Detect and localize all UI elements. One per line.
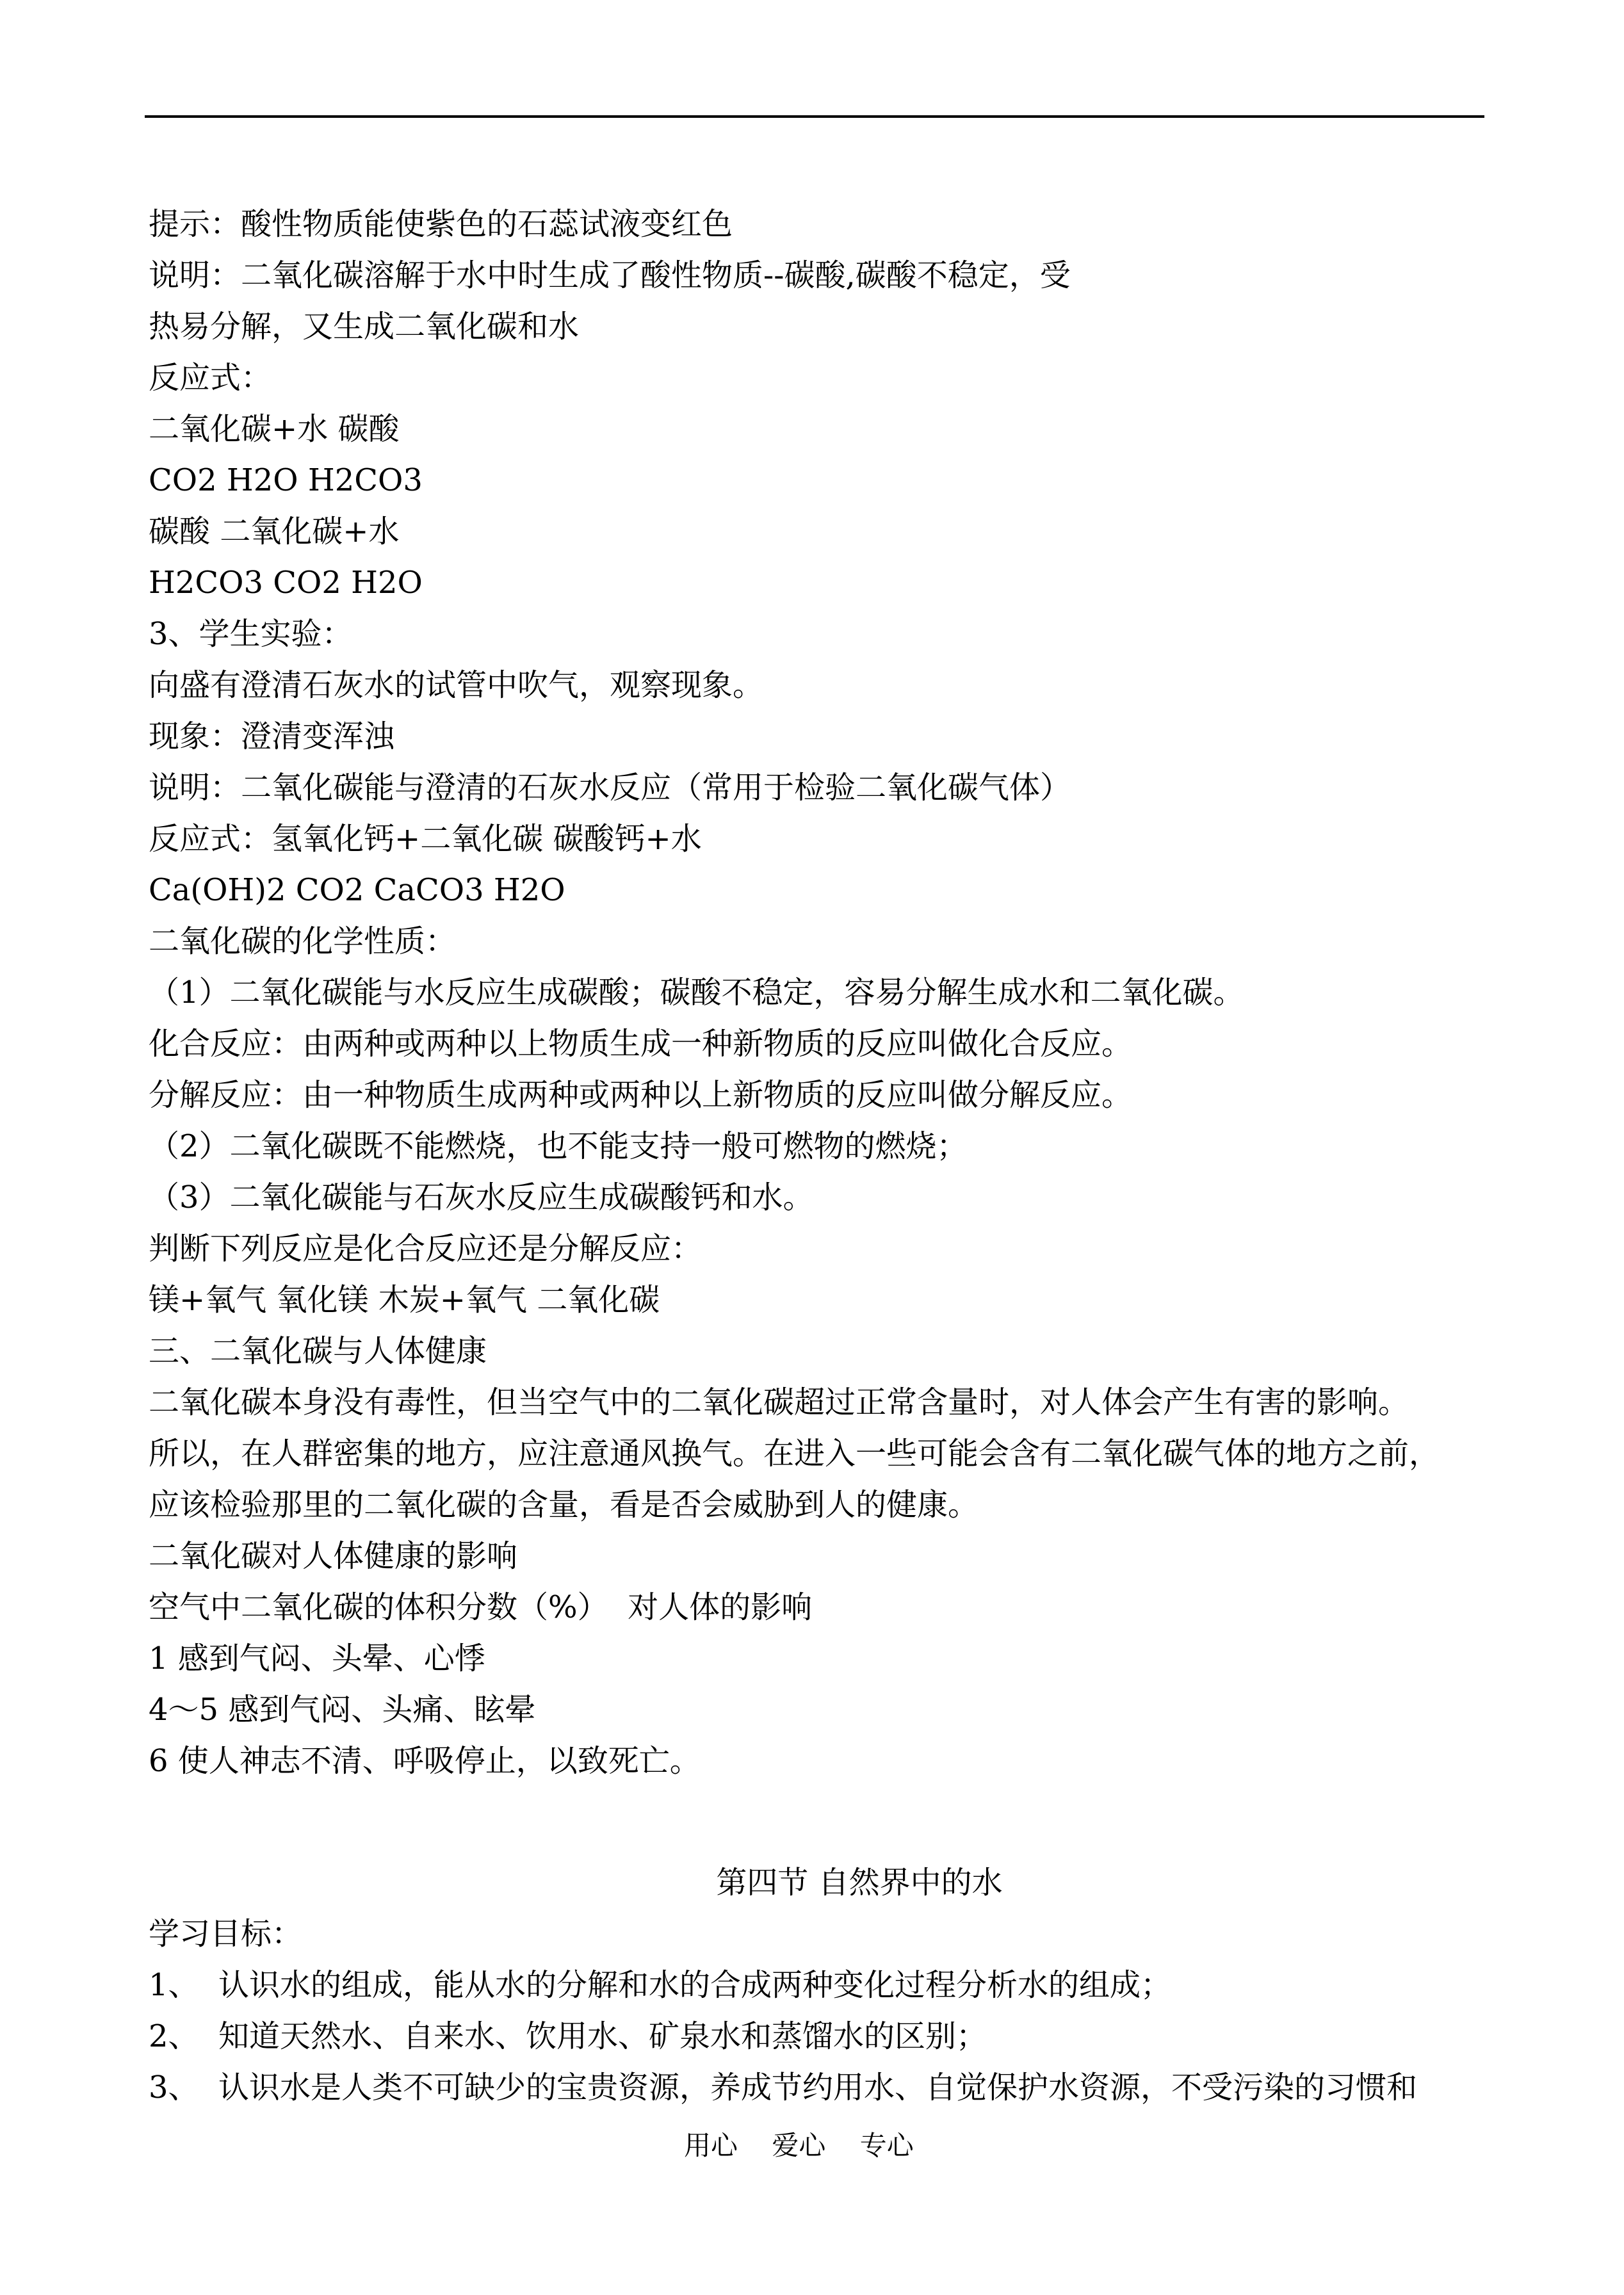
text-line: 3、学生实验：	[149, 616, 353, 652]
text-line: 碳酸 二氧化碳+水	[149, 514, 400, 549]
page-footer: 用心 爱心 专心	[684, 2130, 914, 2161]
text-line: 说明：二氧化碳溶解于水中时生成了酸性物质--碳酸,碳酸不稳定，受	[149, 257, 1071, 293]
text-line: 应该检验那里的二氧化碳的含量，看是否会威胁到人的健康。	[149, 1487, 979, 1523]
text-line: CO2 H2O H2CO3	[149, 462, 423, 498]
text-line: 分解反应：由一种物质生成两种或两种以上新物质的反应叫做分解反应。	[149, 1077, 1133, 1113]
text-line: （3）二氧化碳能与石灰水反应生成碳酸钙和水。	[149, 1180, 814, 1215]
text-line: 镁+氧气 氧化镁 木炭+氧气 二氧化碳	[149, 1282, 660, 1318]
text-line: 向盛有澄清石灰水的试管中吹气，观察现象。	[149, 667, 764, 703]
text-line: 反应式：氢氧化钙+二氧化碳 碳酸钙+水	[149, 821, 702, 857]
text-line: 3、 认识水是人类不可缺少的宝贵资源，养成节约用水、自觉保护水资源，不受污染的习惯和	[149, 2070, 1418, 2105]
text-line: 二氧化碳本身没有毒性，但当空气中的二氧化碳超过正常含量时，对人体会产生有害的影响。	[149, 1384, 1409, 1420]
blank-line	[149, 1787, 1487, 1857]
text-line: 提示：酸性物质能使紫色的石蕊试液变红色	[149, 206, 733, 242]
text-line: 判断下列反应是化合反应还是分解反应：	[149, 1231, 702, 1267]
text-line: 二氧化碳+水 碳酸	[149, 411, 400, 447]
text-line: 2、 知道天然水、自来水、饮用水、矿泉水和蒸馏水的区别；	[149, 2018, 987, 2054]
text-line: 化合反应：由两种或两种以上物质生成一种新物质的反应叫做化合反应。	[149, 1026, 1133, 1062]
text-line: 热易分解，又生成二氧化碳和水	[149, 309, 580, 345]
text-line: 4～5 感到气闷、头痛、眩晕	[149, 1692, 536, 1728]
section-title: 第四节 自然界中的水	[716, 1865, 1003, 1901]
text-line: 所以，在人群密集的地方，应注意通风换气。在进入一些可能会含有二氧化碳气体的地方之前，	[149, 1436, 1440, 1472]
text-line: 6 使人神志不清、呼吸停止，以致死亡。	[149, 1743, 701, 1779]
text-line: 三、二氧化碳与人体健康	[149, 1333, 487, 1369]
text-line: Ca(OH)2 CO2 CaCO3 H2O	[149, 872, 565, 908]
document-body	[149, 199, 1487, 2113]
text-line: 现象：澄清变浑浊	[149, 718, 395, 754]
text-line: 1、 认识水的组成，能从水的分解和水的合成两种变化过程分析水的组成；	[149, 1967, 1172, 2003]
text-line: （2）二氧化碳既不能燃烧，也不能支持一般可燃物的燃烧；	[149, 1128, 968, 1164]
text-line: 反应式：	[149, 360, 272, 396]
text-line: 说明：二氧化碳能与澄清的石灰水反应（常用于检验二氧化碳气体）	[149, 770, 1071, 806]
text-line: H2CO3 CO2 H2O	[149, 565, 423, 601]
text-line: 1 感到气闷、头晕、心悸	[149, 1641, 485, 1676]
text-line: 二氧化碳对人体健康的影响	[149, 1538, 518, 1574]
text-line: 空气中二氧化碳的体积分数（%） 对人体的影响	[149, 1589, 813, 1625]
text-line: （1）二氧化碳能与水反应生成碳酸；碳酸不稳定，容易分解生成水和二氧化碳。	[149, 975, 1244, 1010]
text-line: 学习目标：	[149, 1916, 303, 1952]
text-line: 二氧化碳的化学性质：	[149, 923, 457, 959]
header-rule	[145, 115, 1484, 118]
